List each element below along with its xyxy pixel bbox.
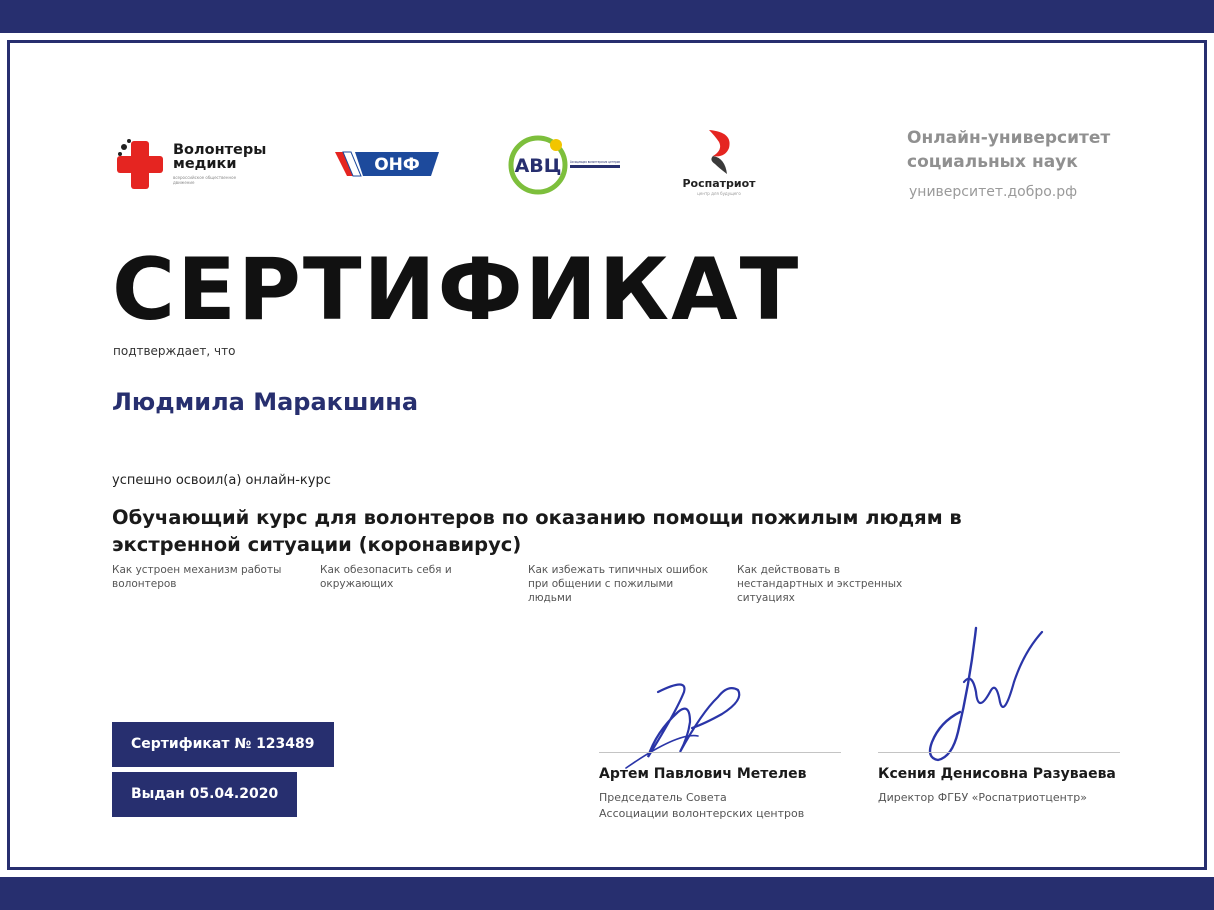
avc-logo-subtitle: Ассоциация волонтерских центров xyxy=(570,160,620,164)
course-topic: Как действовать в нестандартных и экстренных ситуациях xyxy=(737,564,903,604)
mastered-text: успешно освоил(а) онлайн-курс xyxy=(112,473,331,488)
volunteers-medics-line1: Волонтеры xyxy=(173,142,267,158)
signer-role-line: Директор ФГБУ «Роспатриотцентр» xyxy=(878,791,1087,804)
rospatriot-mark-icon xyxy=(703,128,735,176)
issue-date-badge: Выдан 05.04.2020 xyxy=(112,772,297,817)
university-title: Онлайн-университет социальных наук xyxy=(907,128,1111,172)
onf-logo-text: ОНФ xyxy=(374,155,420,175)
volunteers-medics-line2: медики xyxy=(173,156,237,172)
university-url: университет.добро.рф xyxy=(909,184,1078,200)
volunteers-medics-subtitle: всероссийское общественное движение xyxy=(173,175,237,185)
volunteers-medics-cross-icon xyxy=(117,137,167,193)
signature-line-metelev xyxy=(599,752,841,753)
signature-razuvaeva xyxy=(918,622,1058,767)
avc-logo-text: АВЦ xyxy=(514,155,562,177)
course-topic: Как устроен механизм работы волонтеров xyxy=(112,564,282,590)
bottom-band xyxy=(0,877,1214,910)
signer-name-metelev: Артем Павлович Метелев xyxy=(599,766,807,782)
volunteers-medics-logo-text xyxy=(173,143,266,171)
certificate-title: СЕРТИФИКАТ xyxy=(112,240,801,340)
rospatriot-logo-text: Роспатриот xyxy=(682,177,756,190)
signature-line-razuvaeva xyxy=(878,752,1120,753)
confirms-text: подтверждает, что xyxy=(113,344,236,358)
top-band xyxy=(0,0,1214,33)
onf-logo xyxy=(335,150,439,178)
signer-role-razuvaeva xyxy=(878,790,1087,806)
course-topic: Как избежать типичных ошибок при общении с пожилыми людьми xyxy=(528,564,709,604)
recipient-name: Людмила Маракшина xyxy=(112,388,419,416)
course-topic: Как обезопасить себя и окружающих xyxy=(320,564,452,590)
rospatriot-logo-subtitle: центр для будущего xyxy=(697,191,741,196)
certificate-number-badge: Сертификат № 123489 xyxy=(112,722,334,767)
signer-role-line: Председатель Совета xyxy=(599,791,727,804)
avc-logo xyxy=(507,134,623,196)
signer-role-metelev xyxy=(599,790,804,822)
signer-role-line: Ассоциации волонтерских центров xyxy=(599,807,805,820)
signature-metelev xyxy=(618,672,758,772)
course-title: Обучающий курс для волонтеров по оказанию помощи пожилым людям в экстренной ситуации (коронавирус) xyxy=(112,506,962,556)
signer-name-razuvaeva: Ксения Денисовна Разуваева xyxy=(878,766,1116,782)
